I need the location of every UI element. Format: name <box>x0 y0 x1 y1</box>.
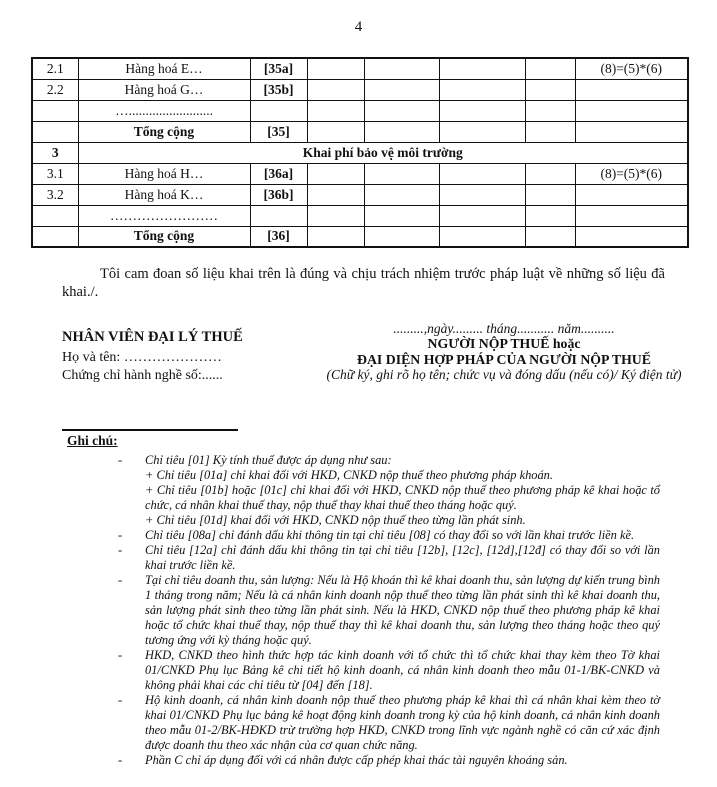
table-row <box>32 184 688 205</box>
cell-empty <box>364 205 439 226</box>
cell-stt: 3.1 <box>32 163 78 184</box>
notes-heading: Ghi chú: <box>67 433 118 448</box>
cell-stt <box>32 205 78 226</box>
note-text: Phần C chỉ áp dụng đối với cá nhân được cấp phép khai thác tài nguyên khoáng sản. <box>145 753 568 767</box>
cell-code: [35] <box>250 121 307 142</box>
cell-code: [36a] <box>250 163 307 184</box>
cell-empty <box>575 226 688 247</box>
cell-empty <box>307 58 364 79</box>
bullet-dash: - <box>118 573 123 587</box>
cell-empty <box>525 184 575 205</box>
taxpayer-title-line2: ĐẠI DIỆN HỢP PHÁP CỦA NGƯỜI NỘP THUẾ <box>357 351 651 367</box>
table-row <box>32 205 688 226</box>
note-text: Hộ kinh doanh, cá nhân kinh doanh nộp thuế theo phương pháp kê khai thì cá nhân khai kèm theo tờ khai 01/CNKD Phụ lục bảng kê hoạt động kinh doanh trong kỳ của hộ kinh doanh, cá nhân kinh doanh theo mẫu 01-2/BK-HĐKD trừ trường hợp HKD, CNKD trong lĩnh vực ngành nghề có căn cứ xác định được doanh thu theo xác nhận của cơ quan chức năng. <box>145 693 660 752</box>
bullet-dash: - <box>118 648 123 662</box>
cell-empty <box>364 58 439 79</box>
cell-empty <box>575 79 688 100</box>
cell-empty <box>525 163 575 184</box>
cell-empty <box>307 184 364 205</box>
cell-code: [35b] <box>250 79 307 100</box>
note-subtext: + Chỉ tiêu [01d] khai đối với HKD, CNKD nộp thuế theo từng lần phát sinh. <box>145 513 526 527</box>
notes-list <box>118 453 660 768</box>
cell-empty <box>307 79 364 100</box>
bullet-dash: - <box>118 753 123 767</box>
cell-empty <box>439 121 525 142</box>
cell-stt <box>32 226 78 247</box>
cell-name: Tổng cộng <box>78 226 250 247</box>
cell-empty <box>307 226 364 247</box>
table-row <box>32 58 688 79</box>
cell-empty <box>439 226 525 247</box>
cell-empty <box>525 58 575 79</box>
cell-empty <box>439 100 525 121</box>
cell-empty <box>525 226 575 247</box>
taxpayer-title-line1: NGƯỜI NỘP THUẾ hoặc <box>427 336 581 351</box>
bullet-dash: - <box>118 693 123 707</box>
notes-section <box>67 433 660 768</box>
bullet-dash: - <box>118 453 123 467</box>
table-row <box>32 226 688 247</box>
note-subtext: + Chỉ tiêu [01b] hoặc [01c] chỉ khai đối với HKD, CNKD nộp thuế theo phương pháp kê khai hoặc tổ chức, cá nhân khai thuế thay, nộp thuế thay khai thuế theo tháng hoặc quý. <box>145 483 660 512</box>
cell-name: Hàng hoá G… <box>78 79 250 100</box>
cell-stt <box>32 121 78 142</box>
cell-name: Hàng hoá H… <box>78 163 250 184</box>
agent-name-line: Họ và tên: ………………… <box>62 350 222 365</box>
table-section-row <box>32 142 688 163</box>
cell-code <box>250 205 307 226</box>
cell-empty <box>307 163 364 184</box>
tax-declaration-table <box>31 57 689 248</box>
cell-empty <box>364 163 439 184</box>
agent-title: NHÂN VIÊN ĐẠI LÝ THUẾ <box>62 329 243 345</box>
list-item <box>118 753 660 768</box>
bullet-dash: - <box>118 528 123 542</box>
cell-stt <box>32 100 78 121</box>
table-row <box>32 79 688 100</box>
list-item <box>118 528 660 543</box>
cell-empty <box>364 184 439 205</box>
declaration-paragraph: Tôi cam đoan số liệu khai trên là đúng và chịu trách nhiệm trước pháp luật về những số liệu đã khai./. <box>62 266 665 300</box>
list-item <box>118 573 660 648</box>
list-item <box>118 453 660 528</box>
cell-empty <box>307 205 364 226</box>
cell-code: [36] <box>250 226 307 247</box>
cell-empty <box>307 100 364 121</box>
note-text: Chỉ tiêu [01] Kỳ tính thuế được áp dụng như sau: <box>145 453 392 467</box>
bullet-dash: - <box>118 543 123 557</box>
signature-agent-block <box>62 329 243 385</box>
list-item <box>118 693 660 753</box>
cell-code: [35a] <box>250 58 307 79</box>
cell-name: …......................... <box>78 100 250 121</box>
cell-empty <box>439 79 525 100</box>
cell-name: …………………… <box>78 205 250 226</box>
cell-empty <box>575 205 688 226</box>
signature-instructions: (Chữ ký, ghi rõ họ tên; chức vụ và đóng dấu (nếu có)/ Ký điện tử) <box>326 367 682 382</box>
cell-stt: 2.1 <box>32 58 78 79</box>
cell-name: Hàng hoá K… <box>78 184 250 205</box>
cell-empty <box>364 226 439 247</box>
cell-empty <box>575 100 688 121</box>
cell-formula: (8)=(5)*(6) <box>575 163 688 184</box>
cell-empty <box>364 79 439 100</box>
cell-empty <box>525 205 575 226</box>
cell-code <box>250 100 307 121</box>
cell-code: [36b] <box>250 184 307 205</box>
cell-empty <box>525 79 575 100</box>
note-subtext: + Chỉ tiêu [01a] chỉ khai đối với HKD, CNKD nộp thuế theo phương pháp khoán. <box>145 468 553 482</box>
list-item <box>118 543 660 573</box>
footnote-separator <box>62 429 238 431</box>
agent-cert-line: Chứng chỉ hành nghề số:...... <box>62 368 223 383</box>
cell-name: Hàng hoá E… <box>78 58 250 79</box>
page-number: 4 <box>354 19 363 35</box>
cell-stt: 2.2 <box>32 79 78 100</box>
cell-empty <box>439 184 525 205</box>
date-line: .........,ngày......... tháng........... năm.......... <box>393 321 615 336</box>
cell-empty <box>364 100 439 121</box>
cell-section-title: Khai phí bảo vệ môi trường <box>78 142 688 163</box>
cell-empty <box>575 121 688 142</box>
note-text: Tại chỉ tiêu doanh thu, sản lượng: Nếu là Hộ khoán thì kê khai doanh thu, sản lượng dự kiến trung bình 1 tháng trong năm; Nếu là cá nhân kinh doanh nộp thuế theo từng lần phát sinh thì kê khai doanh thu, sản lượng phát sinh theo từng lần phát sinh. Nếu là HKD, CNKD nộp thuế theo phương pháp kê khai hoặc tổ chức khai thuế thay, nộp thuế thay thì kê khai doanh thu, sản lượng theo tháng hoặc theo quý tương ứng với kỳ tháng hoặc quý. <box>145 573 660 647</box>
table-row <box>32 163 688 184</box>
note-text: HKD, CNKD theo hình thức hợp tác kinh doanh với tổ chức thì tổ chức khai thay kèm theo Tờ khai 01/CNKD Phụ lục Bảng kê chi tiết hộ kinh doanh, cá nhân kinh doanh theo mẫu 01-1/BK-CNKD và không phải khai các chỉ tiêu từ [04] đến [18]. <box>145 648 660 692</box>
cell-empty <box>307 121 364 142</box>
cell-empty <box>439 58 525 79</box>
cell-stt: 3 <box>32 142 78 163</box>
note-text: Chỉ tiêu [08a] chỉ đánh dấu khi thông tin tại chỉ tiêu [08] có thay đổi so với lần khai trước liền kề. <box>145 528 635 542</box>
cell-formula: (8)=(5)*(6) <box>575 58 688 79</box>
note-text: Chỉ tiêu [12a] chỉ đánh dấu khi thông tin tại chỉ tiêu [12b], [12c], [12d],[12đ] có thay đổi so với lần khai trước liền kề. <box>145 543 660 572</box>
cell-empty <box>525 121 575 142</box>
table-row <box>32 100 688 121</box>
table-row <box>32 121 688 142</box>
cell-empty <box>364 121 439 142</box>
cell-empty <box>575 184 688 205</box>
cell-empty <box>439 205 525 226</box>
cell-stt: 3.2 <box>32 184 78 205</box>
list-item <box>118 648 660 693</box>
cell-empty <box>525 100 575 121</box>
cell-empty <box>439 163 525 184</box>
cell-name: Tổng cộng <box>78 121 250 142</box>
signature-taxpayer-block <box>300 321 708 383</box>
